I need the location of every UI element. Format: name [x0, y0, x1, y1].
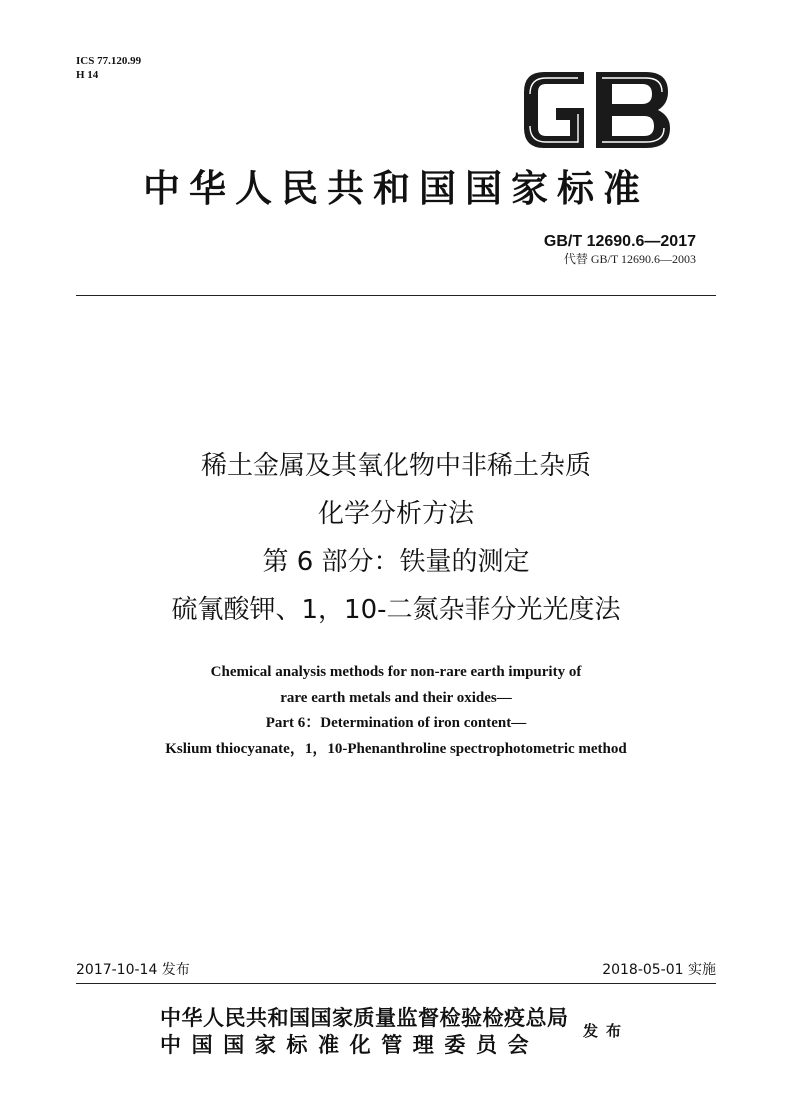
implementation-date: 2018-05-01 实施 [602, 962, 716, 978]
ccs-code: H 14 [76, 69, 99, 81]
issuer-sac: 中国国家标准化管理委员会 [160, 1032, 540, 1057]
english-title-line-2: rare earth metals and their oxides— [280, 689, 512, 706]
date-row [76, 960, 716, 982]
chinese-title-line-3: 第 6 部分：铁量的测定 [262, 547, 530, 577]
english-title-line-1: Chemical analysis methods for non-rare earth impurity of [210, 664, 582, 680]
issuing-organizations [160, 1004, 569, 1058]
english-title-line-3: Part 6：Determination of iron content— [265, 715, 527, 731]
publish-label: 发布 [583, 1022, 630, 1040]
chinese-title [76, 442, 716, 634]
chinese-title-line-4: 硫氰酸钾、1，10-二氮杂菲分光光度法 [171, 595, 621, 625]
replaces-standard: 代替 GB/T 12690.6—2003 [563, 252, 696, 266]
chinese-title-line-1: 稀土金属及其氧化物中非稀土杂质 [200, 451, 591, 481]
issuer-aqsiq: 中华人民共和国国家质量监督检验检疫总局 [160, 1005, 569, 1030]
standard-number-block [544, 232, 696, 267]
issue-date: 2017-10-14 发布 [76, 962, 190, 978]
chinese-title-line-2: 化学分析方法 [317, 499, 474, 529]
main-title: 中华人民共和国国家标准 [143, 166, 649, 210]
standard-number: GB/T 12690.6—2017 [543, 233, 696, 250]
classification-codes [76, 54, 141, 82]
gb-logo-icon [518, 64, 674, 156]
footer-divider [76, 983, 716, 984]
english-title [76, 660, 716, 762]
ics-code: ICS 77.120.99 [76, 55, 142, 67]
english-title-line-4: Kslium thiocyanate，1，10-Phenanthroline spectrophotometric method [165, 740, 627, 757]
header-divider [76, 295, 716, 296]
